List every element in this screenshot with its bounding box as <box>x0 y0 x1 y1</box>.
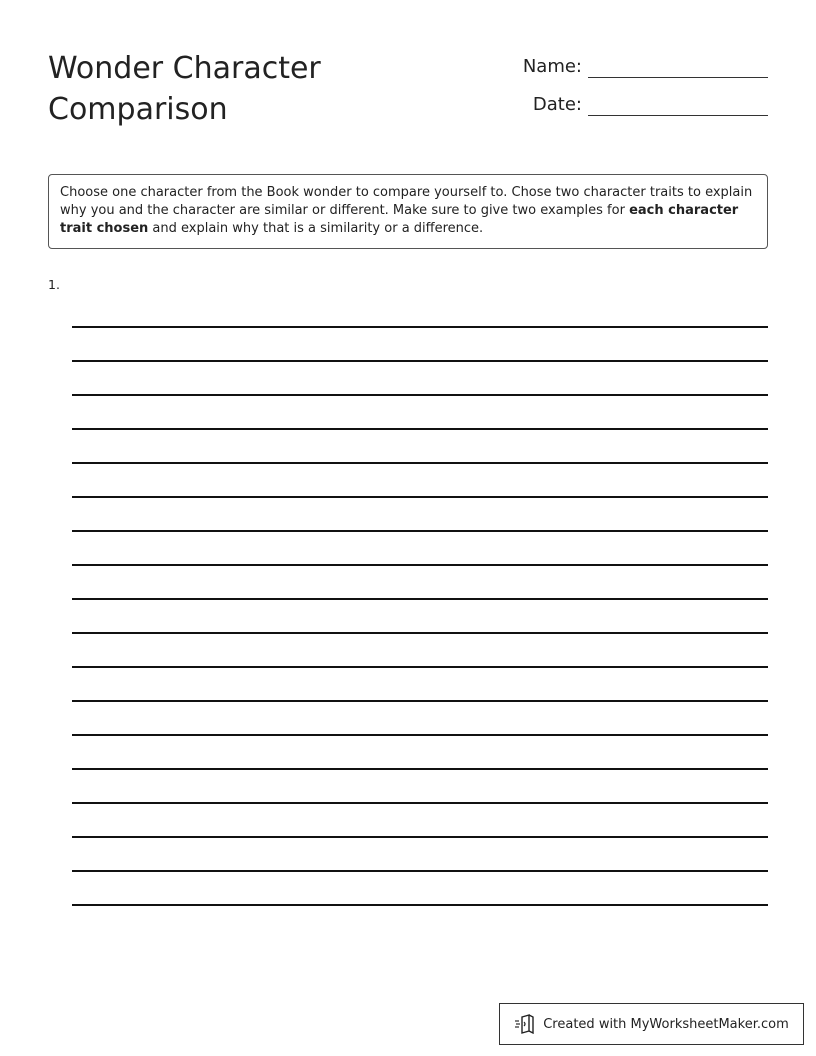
answer-line[interactable] <box>72 326 768 360</box>
instructions-box <box>48 174 768 249</box>
date-label: Date: <box>532 94 582 115</box>
answer-line[interactable] <box>72 904 768 938</box>
answer-line[interactable] <box>72 496 768 530</box>
answer-line[interactable] <box>72 836 768 870</box>
answer-line[interactable] <box>72 598 768 632</box>
answer-line[interactable] <box>72 802 768 836</box>
footer-text: Created with MyWorksheetMaker.com <box>543 1016 789 1032</box>
question-number: 1. <box>48 277 60 292</box>
answer-line[interactable] <box>72 394 768 428</box>
answer-line[interactable] <box>72 870 768 904</box>
instructions-text-end: and explain why that is a similarity or a difference. <box>148 221 484 236</box>
answer-line[interactable] <box>72 462 768 496</box>
answer-line[interactable] <box>72 530 768 564</box>
answer-line[interactable] <box>72 666 768 700</box>
answer-line[interactable] <box>72 734 768 768</box>
footer-credit <box>499 1003 804 1045</box>
answer-line[interactable] <box>72 564 768 598</box>
name-blank-line[interactable] <box>588 77 768 78</box>
answer-line[interactable] <box>72 700 768 734</box>
date-field <box>500 86 768 116</box>
name-field <box>500 48 768 78</box>
answer-line[interactable] <box>72 632 768 666</box>
book-logo-icon <box>514 1014 536 1034</box>
worksheet-title: Wonder Character Comparison <box>48 51 321 127</box>
answer-lines <box>72 326 768 938</box>
instructions-text: Choose one character from the Book wonder to compare yourself to. Chose two character traits to explain why you and the character are similar or different. Make sure to give two examples for <box>60 185 753 218</box>
instructions-emphasis: each character trait chosen <box>60 203 739 236</box>
answer-line[interactable] <box>72 360 768 394</box>
name-label: Name: <box>522 56 582 77</box>
date-blank-line[interactable] <box>588 115 768 116</box>
answer-line[interactable] <box>72 428 768 462</box>
answer-line[interactable] <box>72 768 768 802</box>
